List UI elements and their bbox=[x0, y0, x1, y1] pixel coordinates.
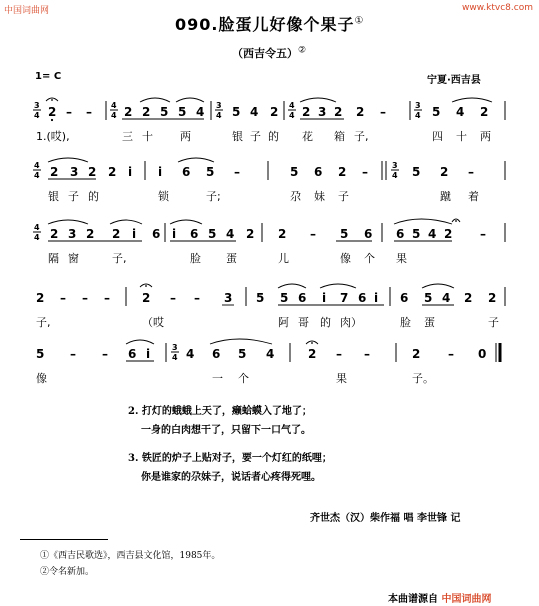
note: 5 bbox=[206, 165, 215, 179]
note: i bbox=[128, 165, 133, 179]
svg-text:4: 4 bbox=[34, 223, 40, 232]
svg-text:3: 3 bbox=[172, 343, 178, 352]
note: 5 bbox=[238, 347, 247, 361]
note: 3 bbox=[318, 105, 327, 119]
note: – bbox=[468, 165, 474, 179]
lyric: 脸 bbox=[400, 316, 411, 329]
lyric: 子 bbox=[250, 130, 261, 143]
lyric: 子。 bbox=[412, 372, 434, 385]
note: i bbox=[158, 165, 163, 179]
region-label: 宁夏·西吉县 bbox=[427, 75, 481, 86]
watermark-url: www.ktvc8.com bbox=[462, 3, 533, 13]
verse-2-line-1: 2. 打灯的蛾蛾上天了，癞蛤蟆入了地了； bbox=[128, 406, 312, 417]
note: 3 bbox=[70, 165, 79, 179]
note: 2 bbox=[246, 227, 255, 241]
svg-text:4: 4 bbox=[172, 353, 178, 362]
note: 6 bbox=[396, 227, 405, 241]
lyric: 锁 bbox=[158, 190, 169, 203]
lyric: 肉） bbox=[340, 316, 362, 329]
lyric: 银 bbox=[232, 130, 243, 143]
performer-credits: 齐世杰（汉）柴作福 唱 李世锋 记 bbox=[310, 513, 461, 524]
note: 2 bbox=[50, 165, 59, 179]
svg-text:4: 4 bbox=[111, 101, 117, 110]
lyric: 尕 bbox=[290, 190, 301, 203]
note: 4 bbox=[196, 105, 205, 119]
note: 4 bbox=[266, 347, 275, 361]
note: 5 bbox=[412, 165, 421, 179]
lyric: 个 bbox=[238, 372, 249, 385]
note: 2 bbox=[50, 227, 59, 241]
note: 6 bbox=[358, 291, 367, 305]
svg-text:4: 4 bbox=[34, 171, 40, 180]
lyric: 花 bbox=[302, 130, 313, 143]
note: – bbox=[86, 105, 92, 119]
time-signature bbox=[33, 101, 41, 120]
note: 5 bbox=[424, 291, 433, 305]
note: 6 bbox=[152, 227, 161, 241]
note: – bbox=[362, 165, 368, 179]
lyric: 妹 bbox=[314, 190, 325, 203]
note: 6 bbox=[182, 165, 191, 179]
svg-text:4: 4 bbox=[34, 233, 40, 242]
note: 3 bbox=[224, 291, 233, 305]
subtitle-footnote-mark: ② bbox=[298, 45, 307, 56]
note: i bbox=[172, 227, 177, 241]
lyric: 子, bbox=[36, 316, 51, 329]
svg-text:4: 4 bbox=[111, 111, 117, 120]
note: 2 bbox=[412, 347, 421, 361]
note: 5 bbox=[36, 347, 45, 361]
note: i bbox=[132, 227, 137, 241]
note: 2 bbox=[142, 105, 151, 119]
note: 6 bbox=[364, 227, 373, 241]
bottom-watermark-prefix: 本曲谱源自 bbox=[388, 594, 438, 605]
note: 5 bbox=[432, 105, 441, 119]
lyric: 蛋 bbox=[226, 252, 237, 265]
svg-text:4: 4 bbox=[289, 101, 295, 110]
note: 2 bbox=[36, 291, 45, 305]
note: 5 bbox=[160, 105, 169, 119]
svg-text:4: 4 bbox=[415, 111, 421, 120]
note: 2 bbox=[302, 105, 311, 119]
lyric: 脸 bbox=[190, 252, 201, 265]
note: 2 bbox=[88, 165, 97, 179]
song-title-text: 090.脸蛋儿好像个果子 bbox=[175, 15, 355, 34]
lyric: 三 bbox=[122, 130, 133, 143]
note: – bbox=[480, 227, 486, 241]
note: 2 bbox=[112, 227, 121, 241]
footnote-1: ①《西吉民歌选》，西吉县文化馆，1985年。 bbox=[40, 551, 221, 561]
note: – bbox=[66, 105, 72, 119]
note: 7 bbox=[340, 291, 349, 305]
note: – bbox=[310, 227, 316, 241]
watermark-site-name: 中国词曲网 bbox=[4, 6, 50, 16]
note: 0 bbox=[478, 347, 487, 361]
note: 5 bbox=[256, 291, 265, 305]
song-subtitle-text: （西吉令五） bbox=[232, 47, 298, 60]
note: 2 bbox=[278, 227, 287, 241]
lyric: 子, bbox=[354, 130, 369, 143]
note: – bbox=[82, 291, 88, 305]
svg-text:3: 3 bbox=[34, 101, 40, 110]
note: 4 bbox=[456, 105, 465, 119]
note: 2 bbox=[444, 227, 453, 241]
note: 5 bbox=[232, 105, 241, 119]
lyric: 银 bbox=[48, 190, 59, 203]
note: 5 bbox=[290, 165, 299, 179]
bottom-watermark-site: 中国词曲网 bbox=[441, 594, 492, 605]
note: – bbox=[336, 347, 342, 361]
note: 2 bbox=[308, 347, 317, 361]
lyric: 子 bbox=[488, 316, 499, 329]
note: i bbox=[374, 291, 379, 305]
lyric: 两 bbox=[180, 130, 191, 143]
lyric: 的 bbox=[320, 316, 331, 329]
note: 4 bbox=[226, 227, 235, 241]
note: i bbox=[322, 291, 327, 305]
note: 4 bbox=[428, 227, 437, 241]
lyric: 儿 bbox=[278, 252, 289, 265]
note: 2 bbox=[356, 105, 365, 119]
note: – bbox=[170, 291, 176, 305]
note: – bbox=[364, 347, 370, 361]
note: – bbox=[380, 105, 386, 119]
lyric: 蛋 bbox=[424, 316, 435, 329]
lyric: 1.(哎), bbox=[36, 130, 70, 143]
note: 6 bbox=[298, 291, 307, 305]
verse-3-line-2: 你是谁家的尕妹子，说话者心疼得死哩。 bbox=[141, 472, 321, 483]
lyric: 箱 bbox=[334, 130, 345, 143]
lyric: 子; bbox=[206, 190, 221, 203]
key-signature: 1= C bbox=[35, 71, 62, 82]
lyric: 哥 bbox=[298, 316, 309, 329]
verse-3-line-1: 3. 铁匠的炉子上贴对子，要一个灯红的纸哩； bbox=[128, 453, 332, 464]
note: – bbox=[104, 291, 110, 305]
svg-text:4: 4 bbox=[34, 111, 40, 120]
note: 4 bbox=[250, 105, 259, 119]
lyric: 子, bbox=[112, 252, 127, 265]
lyric: 两 bbox=[480, 130, 491, 143]
footnote-divider bbox=[20, 539, 108, 540]
note: 2 bbox=[480, 105, 489, 119]
svg-text:4: 4 bbox=[392, 171, 398, 180]
note: 6 bbox=[128, 347, 137, 361]
lyric: 果 bbox=[336, 372, 347, 385]
note: 2 bbox=[440, 165, 449, 179]
score-row-5 bbox=[36, 339, 500, 362]
note: 2 bbox=[108, 165, 117, 179]
note: 5 bbox=[208, 227, 217, 241]
note: – bbox=[448, 347, 454, 361]
lyric: 四 bbox=[432, 130, 443, 143]
score-row-1 bbox=[33, 98, 505, 121]
note: 5 bbox=[412, 227, 421, 241]
note: 2 bbox=[464, 291, 473, 305]
svg-text:4: 4 bbox=[289, 111, 295, 120]
note: 4 bbox=[442, 291, 451, 305]
lyric: 的 bbox=[88, 190, 99, 203]
note: 6 bbox=[400, 291, 409, 305]
note: 2 bbox=[338, 165, 347, 179]
lyric: 像 bbox=[36, 372, 47, 385]
note: – bbox=[60, 291, 66, 305]
svg-text:4: 4 bbox=[216, 111, 222, 120]
note: 5 bbox=[178, 105, 187, 119]
title-footnote-mark: ① bbox=[354, 15, 365, 27]
note: 4 bbox=[186, 347, 195, 361]
lyric: 一 bbox=[212, 372, 223, 385]
svg-text:3: 3 bbox=[415, 101, 421, 110]
note: 5 bbox=[340, 227, 349, 241]
note: 2 bbox=[48, 105, 57, 119]
note: 6 bbox=[212, 347, 221, 361]
note: 2 bbox=[142, 291, 151, 305]
note: 2 bbox=[270, 105, 279, 119]
note: 6 bbox=[190, 227, 199, 241]
lyric: 着 bbox=[468, 190, 479, 203]
lyric: 隔 bbox=[48, 252, 59, 265]
score-row-2 bbox=[33, 158, 505, 180]
lyric: （哎 bbox=[142, 316, 164, 329]
lyric: 蹴 bbox=[440, 190, 451, 203]
lyric: 阿 bbox=[278, 316, 289, 329]
footnote-2: ②令名新加。 bbox=[40, 567, 95, 577]
lyric: 果 bbox=[396, 252, 407, 265]
lyric: 像 bbox=[340, 252, 351, 265]
score-row-4 bbox=[36, 284, 505, 306]
score-row-3 bbox=[33, 219, 505, 242]
note: 2 bbox=[334, 105, 343, 119]
note: 2 bbox=[124, 105, 133, 119]
note: – bbox=[234, 165, 240, 179]
note: 5 bbox=[280, 291, 289, 305]
note: 2 bbox=[488, 291, 497, 305]
svg-text:3: 3 bbox=[216, 101, 222, 110]
note: 3 bbox=[68, 227, 77, 241]
lyric: 子 bbox=[68, 190, 79, 203]
note: 2 bbox=[86, 227, 95, 241]
note: – bbox=[70, 347, 76, 361]
lyric: 十 bbox=[456, 130, 467, 143]
note: – bbox=[102, 347, 108, 361]
lyric: 子 bbox=[338, 190, 349, 203]
svg-text:3: 3 bbox=[392, 161, 398, 170]
lyric: 十 bbox=[142, 130, 153, 143]
note: 6 bbox=[314, 165, 323, 179]
lyric: 个 bbox=[364, 252, 375, 265]
lyric: 窗 bbox=[68, 252, 79, 265]
note: – bbox=[194, 291, 200, 305]
lyric: 的 bbox=[268, 130, 279, 143]
note: i bbox=[146, 347, 151, 361]
verse-2-line-2: 一身的白肉想干了，只留下一口气了。 bbox=[141, 425, 311, 436]
bottom-watermark bbox=[388, 590, 491, 605]
svg-text:4: 4 bbox=[34, 161, 40, 170]
